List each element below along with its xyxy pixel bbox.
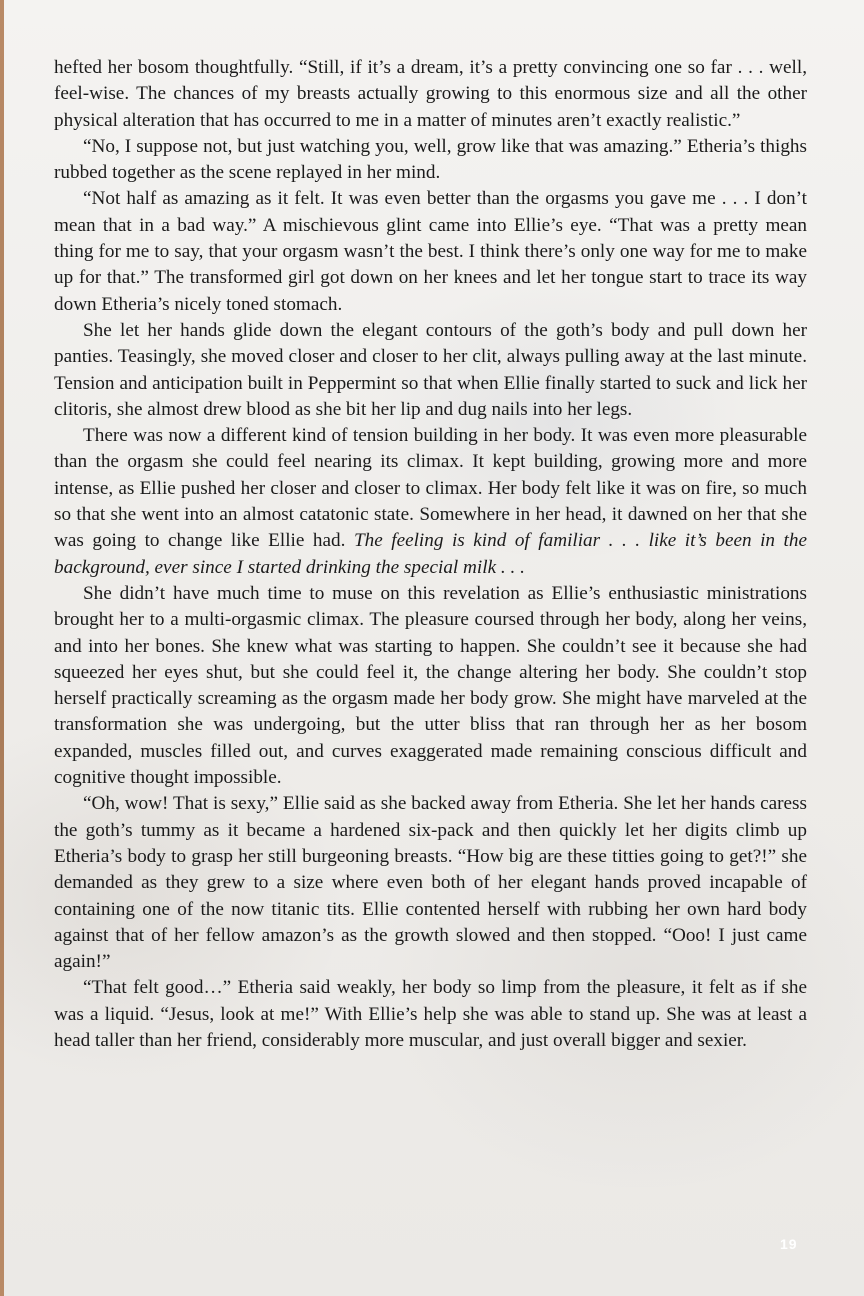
- paragraph-text: “Oh, wow! That is sexy,” Ellie said as she backed away from Etheria. She let her hands caress the goth’s tummy as it became a hardened six-pack and then quickly let her digits climb up Etheria’s body to grasp her still burgeoning breasts. “How big are these titties going to get?!” she demanded as they grew to a size where even both of her elegant hands proved incapable of containing one of the now titanic tits. Ellie contented herself with rubbing her own hard body against that of her fellow amazon’s as the growth slowed and then stopped. “Ooo! I just came again!”: [54, 793, 807, 973]
- paragraph-text: “No, I suppose not, but just watching you, well, grow like that was amazing.” Etheria’s thighs rubbed together as the scene replayed in her mind.: [54, 135, 807, 184]
- paragraph-3: [54, 186, 807, 317]
- paragraph-text: She let her hands glide down the elegant contours of the goth’s body and pull down her panties. Teasingly, she moved closer and closer to her clit, always pulling away at the last minute. Tension and anticipation built in Peppermint so that when Ellie finally started to suck and lick her clitoris, she almost drew blood as she bit her lip and dug nails into her legs.: [54, 319, 807, 420]
- page-number: 19: [780, 1236, 798, 1252]
- paragraph-2: [54, 134, 807, 187]
- paragraph-text: “That felt good…” Etheria said weakly, her body so limp from the pleasure, it felt as if she was a liquid. “Jesus, look at me!” With Ellie’s help she was able to stand up. She was at least a head taller than her friend, considerably more muscular, and just overall bigger and sexier.: [54, 977, 807, 1051]
- paragraph-text: hefted her bosom thoughtfully. “Still, if it’s a dream, it’s a pretty convincing one so far . . . well, feel-wise. The chances of my breasts actually growing to this enormous size and all the other physical alteration that has occurred to me in a matter of minutes aren’t exactly realistic.”: [54, 57, 807, 131]
- page-edge: [0, 0, 4, 1296]
- body-text: [54, 55, 807, 1054]
- paragraph-4: [54, 318, 807, 423]
- paragraph-1: [54, 55, 807, 134]
- paragraph-text: There was now a different kind of tension building in her body. It was even more pleasurable than the orgasm she could feel nearing its climax. It kept building, growing more and more intense, as Ellie pushed her closer and closer to climax. Her body felt like it was on fire, so much so that she went into an almost catatonic state. Somewhere in her head, it dawned on her that she was going to change like Ellie had.: [54, 425, 807, 552]
- paragraph-8: [54, 975, 807, 1054]
- paragraph-6: [54, 581, 807, 791]
- paragraph-7: [54, 791, 807, 975]
- italic-thought: The feeling is kind of familiar . . . like it’s been in the background, ever since I started drinking the special milk . . .: [54, 530, 807, 578]
- paragraph-5: [54, 423, 807, 581]
- paragraph-text: “Not half as amazing as it felt. It was even better than the orgasms you gave me . . . I don’t mean that in a bad way.” A mischievous glint came into Ellie’s eye. “That was a pretty mean thing for me to say, that your orgasm wasn’t the best. I think there’s only one way for me to make up for that.” The transformed girl got down on her knees and let her tongue start to trace its way down Etheria’s nicely toned stomach.: [54, 188, 807, 315]
- paragraph-text: She didn’t have much time to muse on this revelation as Ellie’s enthusiastic ministrations brought her to a multi-orgasmic climax. The pleasure coursed through her body, along her veins, and into her bones. She knew what was starting to happen. She couldn’t see it because she had squeezed her eyes shut, but she could feel it, the change altering her body. She couldn’t stop herself practically screaming as the orgasm made her body grow. She might have marveled at the transformation she was undergoing, but the utter bliss that ran through her as her bosom expanded, muscles filled out, and curves exaggerated made remaining conscious difficult and cognitive thought impossible.: [54, 582, 807, 789]
